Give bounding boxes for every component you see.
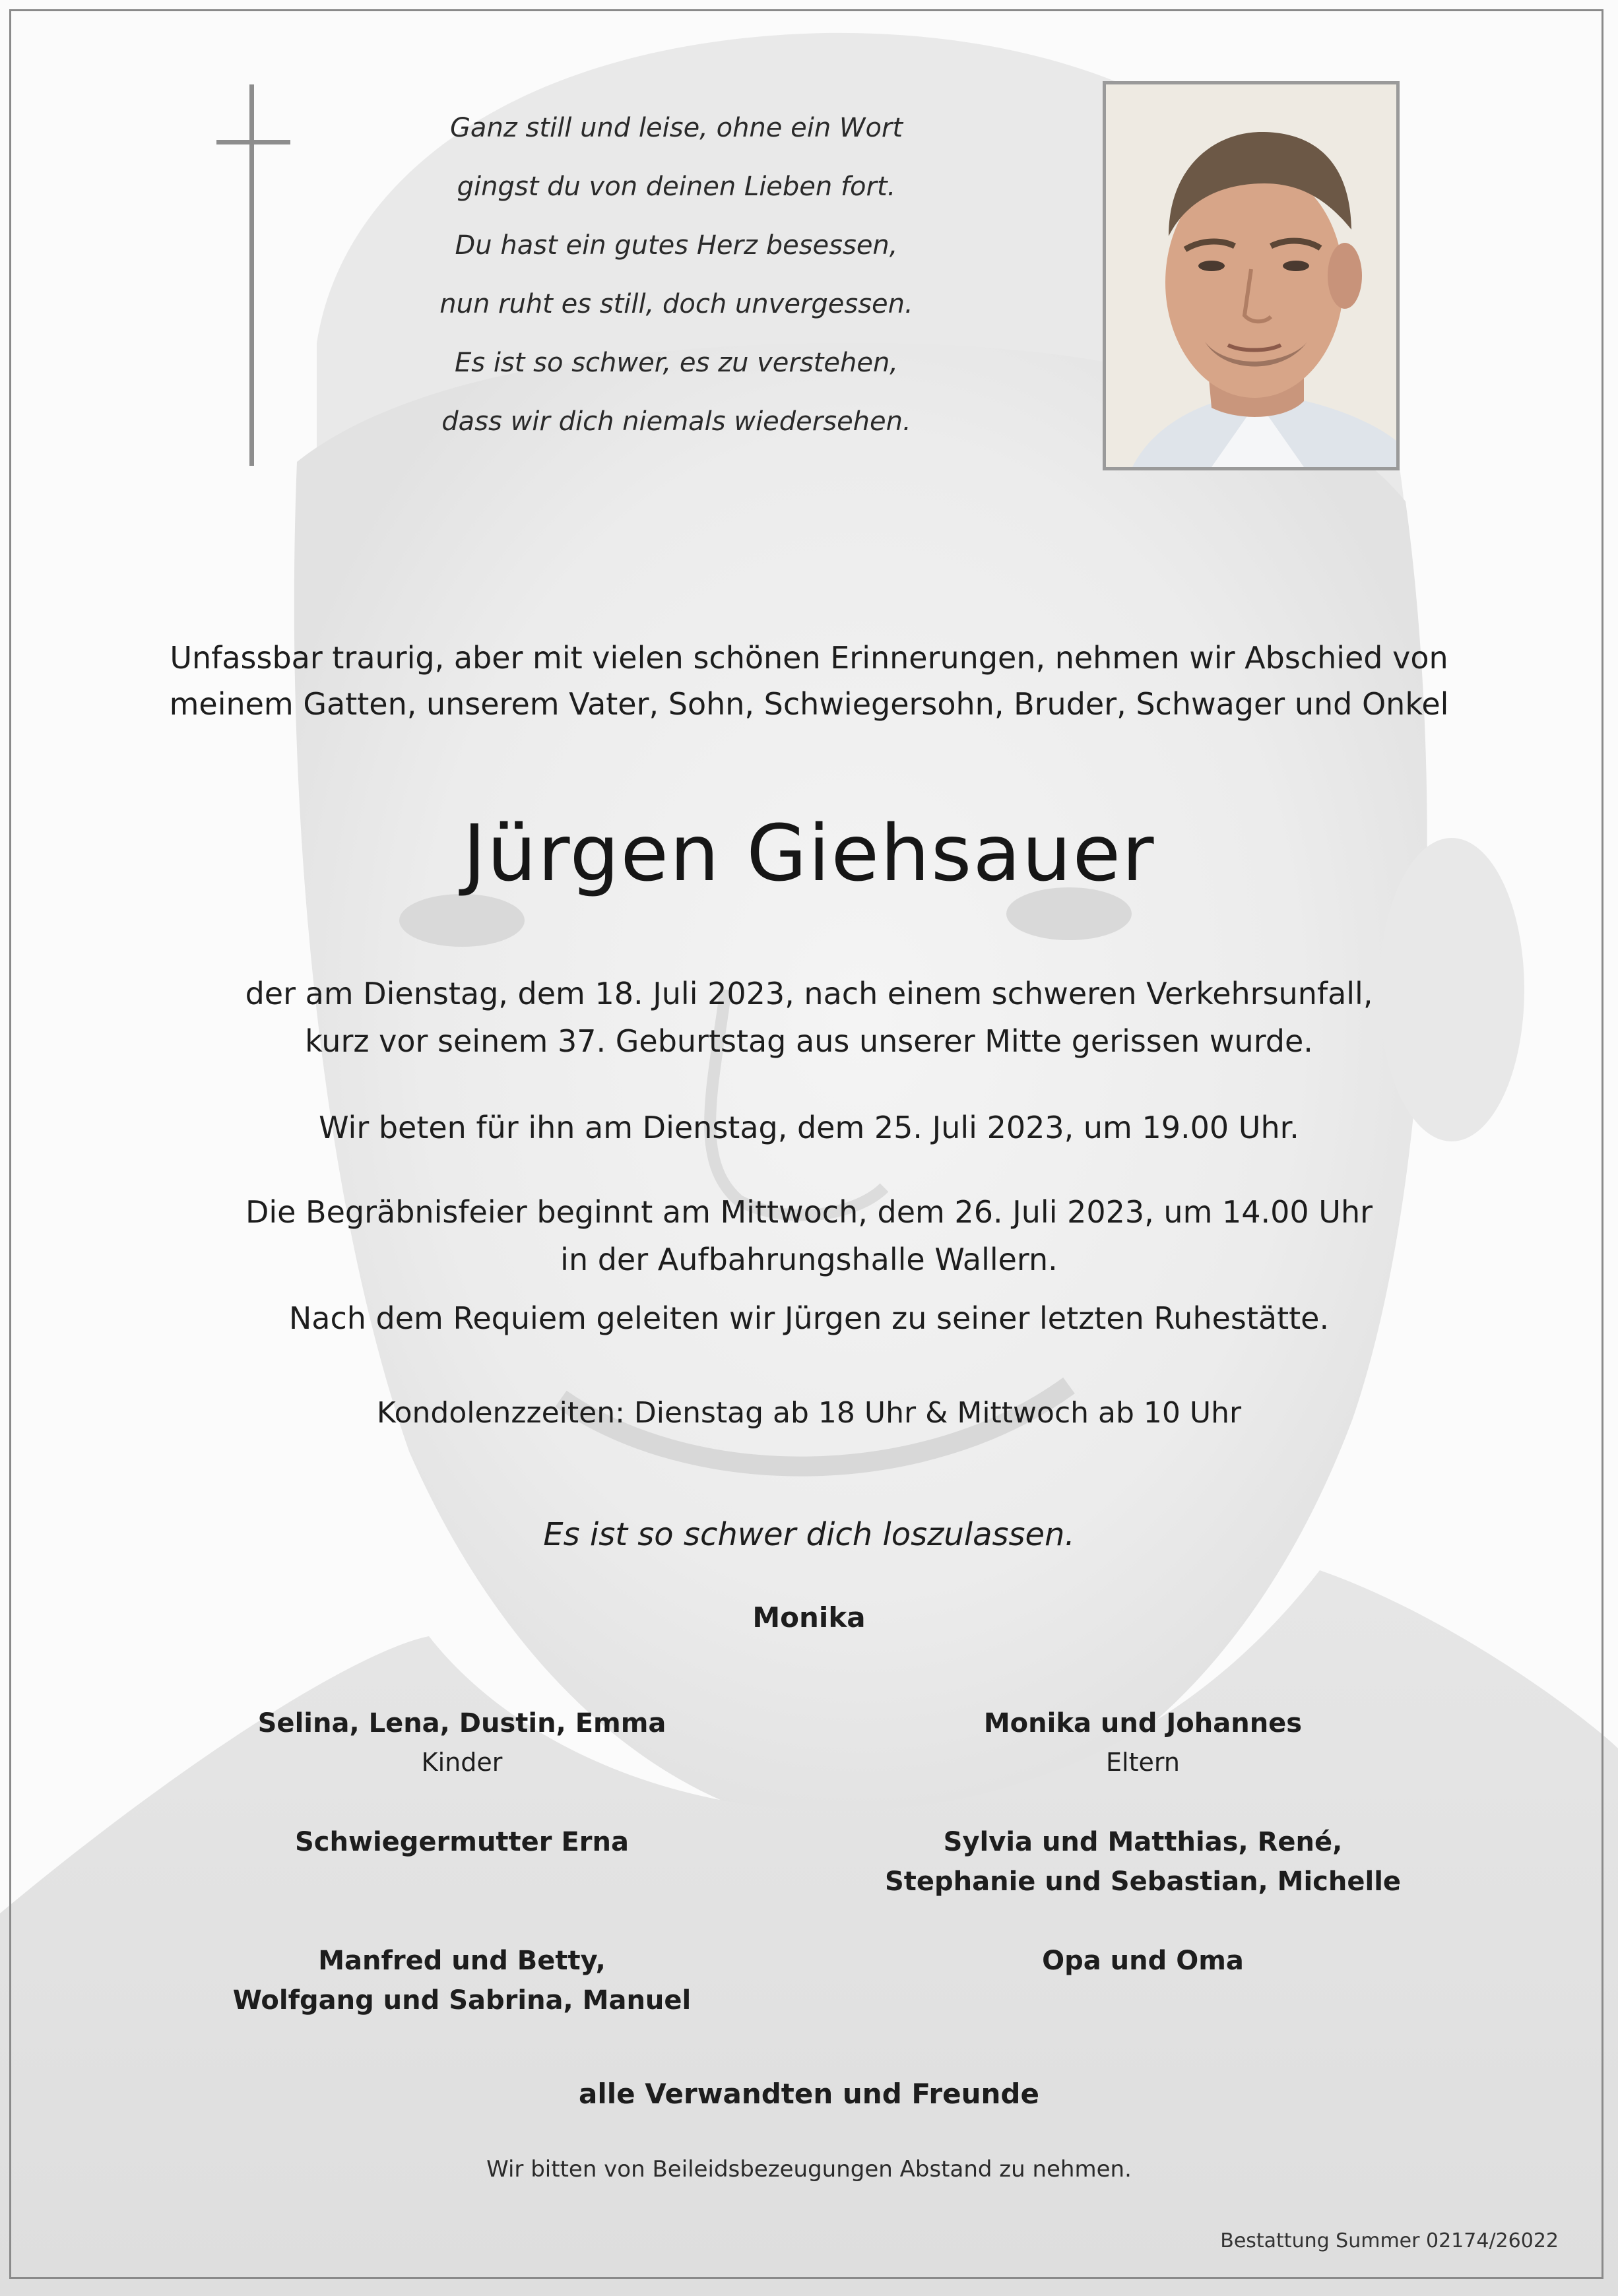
- condolence-request: Wir bitten von Beileidsbezeugungen Abstand zu nehmen.: [486, 2156, 1132, 2183]
- requiem-notice: Nach dem Requiem geleiten wir Jürgen zu seiner letzten Ruhestätte.: [288, 1300, 1330, 1336]
- poem-line: Du hast ein gutes Herz besessen,: [455, 230, 898, 261]
- death-notice-line: der am Dienstag, dem 18. Juli 2023, nach einem schweren Verkehrsunfall,: [245, 976, 1373, 1011]
- intro-line: Unfassbar traurig, aber mit vielen schönen Erinnerungen, nehmen wir Abschied von: [170, 640, 1448, 676]
- poem-line: Ganz still und leise, ohne ein Wort: [449, 113, 903, 143]
- friends-line: alle Verwandten und Freunde: [579, 2078, 1039, 2110]
- poem-line: Es ist so schwer, es zu verstehen,: [454, 348, 899, 378]
- poem-line: gingst du von deinen Lieben fort.: [457, 172, 896, 202]
- mourner-names: Selina, Lena, Dustin, Emma: [257, 1708, 666, 1738]
- deceased-name: Jürgen Giehsauer: [463, 808, 1155, 899]
- mourner-parents: [846, 1704, 1440, 1781]
- mourner-grandparents: [846, 1941, 1440, 1981]
- death-notice-line: kurz vor seinem 37. Geburtstag aus unserer Mitte gerissen wurde.: [305, 1023, 1313, 1059]
- mourner-siblings: [846, 1822, 1440, 1901]
- prayer-notice: Wir beten für ihn am Dienstag, dem 25. Juli 2023, um 19.00 Uhr.: [319, 1110, 1299, 1145]
- spouse-name: Monika: [752, 1601, 866, 1634]
- mourner-names: Opa und Oma: [1042, 1946, 1244, 1976]
- intro-line: meinem Gatten, unserem Vater, Sohn, Schwiegersohn, Bruder, Schwager und Onkel: [169, 686, 1449, 722]
- funeral-line: Die Begräbnisfeier beginnt am Mittwoch, dem 26. Juli 2023, um 14.00 Uhr: [245, 1194, 1373, 1230]
- mourner-family: [165, 1941, 759, 2020]
- mourner-names: Stephanie und Sebastian, Michelle: [884, 1866, 1402, 1897]
- death-notice: [79, 970, 1539, 1065]
- mourner-names: Schwiegermutter Erna: [295, 1827, 629, 1857]
- condolence-times: Kondolenzzeiten: Dienstag ab 18 Uhr & Mittwoch ab 10 Uhr: [376, 1396, 1242, 1430]
- mourner-role: Eltern: [1106, 1748, 1180, 1777]
- mourner-children: [165, 1704, 759, 1781]
- mourner-role: Kinder: [421, 1748, 503, 1777]
- funeral-line: in der Aufbahrungshalle Wallern.: [560, 1242, 1058, 1277]
- mourner-names: Manfred und Betty,: [318, 1946, 606, 1976]
- mourner-names: Monika und Johannes: [983, 1708, 1303, 1738]
- undertaker-contact: Bestattung Summer 02174/26022: [1220, 2229, 1559, 2252]
- mourner-names: Wolfgang und Sabrina, Manuel: [232, 1985, 692, 2016]
- portrait-photo: [1103, 81, 1400, 470]
- mourner-mother-in-law: [165, 1822, 759, 1862]
- poem-line: dass wir dich niemals wiedersehen.: [441, 406, 911, 437]
- intro-text: [79, 635, 1539, 727]
- mourner-names: Sylvia und Matthias, René,: [943, 1827, 1343, 1857]
- motto: Es ist so schwer dich loszulassen.: [543, 1516, 1075, 1553]
- poem: [370, 99, 983, 451]
- poem-line: nun ruht es still, doch unvergessen.: [439, 289, 913, 319]
- funeral-notice: [79, 1188, 1539, 1283]
